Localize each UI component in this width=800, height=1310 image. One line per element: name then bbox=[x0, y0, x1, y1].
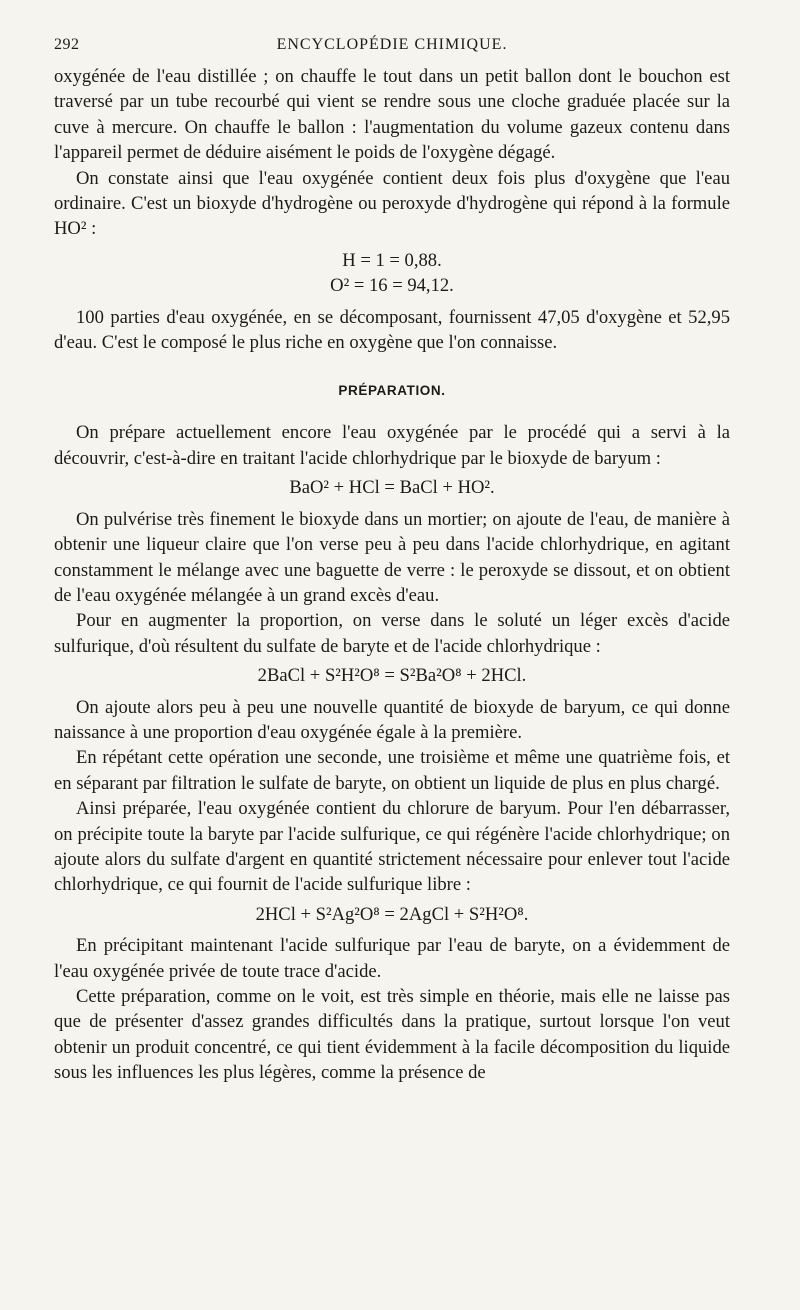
paragraph: 100 parties d'eau oxygénée, en se décomposant, fournissent 47,05 d'oxygène et 52,95 d'eau. C'est le composé le plus riche en oxygène que l'on connaisse. bbox=[54, 306, 730, 354]
paragraph: Pour en augmenter la proportion, on verse dans le soluté un léger excès d'acide sulfurique, d'où résultent du sulfate de baryte et de l'acide chlorhydrique : bbox=[54, 610, 730, 657]
paragraph: On prépare actuellement encore l'eau oxygénée par le procédé qui a servi à la découvrir, c'est-à-dire en traitant l'acide chlorhydrique par le bioxyde de baryum : bbox=[54, 422, 730, 469]
paragraph: En répétant cette opération une seconde, une troisième et même une quatrième fois, et en séparant par filtration le sulfate de baryte, on obtient un liquide de plus en plus chargé. bbox=[54, 747, 730, 794]
page-number: 292 bbox=[54, 36, 80, 53]
formula-reaction-3: 2HCl + S²Ag²O⁸ = 2AgCl + S²H²O⁸. bbox=[255, 903, 529, 925]
section-heading: PRÉPARATION. bbox=[338, 383, 446, 399]
running-head bbox=[54, 36, 730, 64]
formula-hydrogen: H = 1 = 0,88. bbox=[342, 249, 442, 271]
formula-reaction-2: 2BaCl + S²H²O⁸ = S²Ba²O⁸ + 2HCl. bbox=[257, 665, 527, 687]
paragraph: oxygénée de l'eau distillée ; on chauffe le tout dans un petit ballon dont le bouchon est traversé par un tube recourbé qui vient se rendre sous une cloche graduée placée sur la cuve à mercure. On chauffe le ballon : l'augmentation du volume gazeux contenu dans l'appareil permet de déduire aisément le poids de l'oxygène dégagé. bbox=[54, 66, 730, 164]
paragraph: On constate ainsi que l'eau oxygénée contient deux fois plus d'oxygène que l'eau ordinaire. C'est un bioxyde d'hydrogène ou peroxyde d'hydrogène qui répond à la formule HO² : bbox=[54, 167, 730, 240]
paragraph: Cette préparation, comme on le voit, est très simple en théorie, mais elle ne laisse pas que de présenter d'assez grandes difficultés dans la pratique, surtout lorsque l'on veut obtenir un produit concentré, ce qui tient évidemment à la facile décomposition du liquide sous les influences les plus légères, comme la présence de bbox=[54, 986, 730, 1084]
paragraph: On pulvérise très finement le bioxyde dans un mortier; on ajoute de l'eau, de manière à obtenir une liqueur claire que l'on verse peu à peu dans l'acide chlorhydrique, en agitant constamment le mélange avec une baguette de verre : le peroxyde se dissout, et on obtient de l'eau oxygénée mélangée à un grand excès d'eau. bbox=[54, 508, 730, 606]
paragraph: Ainsi préparée, l'eau oxygénée contient du chlorure de baryum. Pour l'en débarrasser, on précipite toute la baryte par l'acide sulfurique, ce qui régénère l'acide chlorhydrique; on ajoute alors du sulfate d'argent en quantité strictement nécessaire pour enlever tout l'acide chlorhydrique, ce qui fournit de l'acide sulfurique libre : bbox=[54, 798, 730, 896]
formula-oxygen: O² = 16 = 94,12. bbox=[330, 275, 454, 297]
body-text bbox=[54, 64, 730, 1086]
paragraph: On ajoute alors peu à peu une nouvelle quantité de bioxyde de baryum, ce qui donne naissance à une proportion d'eau oxygénée égale à la première. bbox=[54, 696, 730, 743]
running-title: ENCYCLOPÉDIE CHIMIQUE. bbox=[276, 36, 508, 53]
formula-reaction-1: BaO² + HCl = BaCl + HO². bbox=[289, 477, 495, 499]
paragraph: En précipitant maintenant l'acide sulfurique par l'eau de baryte, on a évidemment de l'eau oxygénée privée de toute trace d'acide. bbox=[54, 935, 730, 982]
